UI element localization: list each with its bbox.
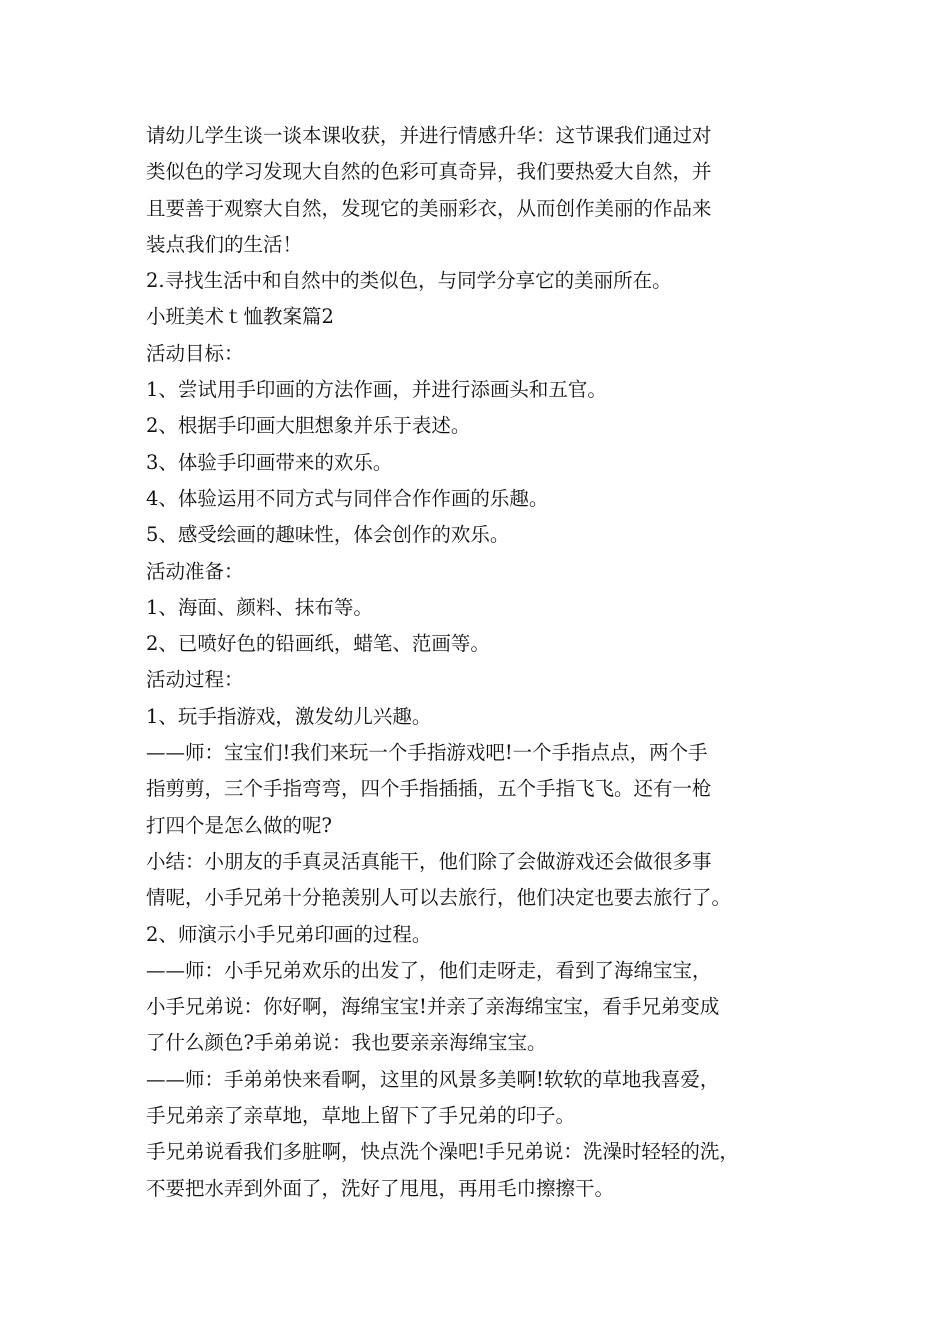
text-line: 类似色的学习发现大自然的色彩可真奇异，我们要热爱大自然，并 <box>146 160 712 184</box>
text-line: 打四个是怎么做的呢? <box>146 813 332 837</box>
text-line: 小结：小朋友的手真灵活真能干，他们除了会做游戏还会做很多事 <box>146 849 712 873</box>
list-item: 3、体验手印画带来的欢乐。 <box>146 450 393 474</box>
list-item: 2、师演示小手兄弟印画的过程。 <box>146 922 432 946</box>
list-item: 1、尝试用手印画的方法作画，并进行添画头和五官。 <box>146 378 607 402</box>
heading-preparation: 活动准备： <box>146 559 244 583</box>
list-item: 2、根据手印画大胆想象并乐于表述。 <box>146 414 471 438</box>
heading-goals: 活动目标： <box>146 341 244 365</box>
section-title: 小班美术ｔ恤教案篇2 <box>146 305 334 329</box>
text-line: 请幼儿学生谈一谈本课收获，并进行情感升华：这节课我们通过对 <box>146 124 712 147</box>
document-body <box>146 118 826 1207</box>
heading-process: 活动过程： <box>146 668 244 692</box>
text-line: 不要把水弄到外面了，洗好了甩甩，再用毛巾擦擦干。 <box>146 1176 615 1200</box>
text-line: 2.寻找生活中和自然中的类似色，与同学分享它的美丽所在。 <box>146 269 672 293</box>
text-line: 手兄弟说看我们多脏啊，快点洗个澡吧!手兄弟说：洗澡时轻轻的洗， <box>146 1140 739 1164</box>
text-line: 手兄弟亲了亲草地，草地上留下了手兄弟的印子。 <box>146 1104 576 1128</box>
text-line: ——师：宝宝们!我们来玩一个手指游戏吧!一个手指点点，两个手 <box>146 741 708 765</box>
text-line: 小手兄弟说：你好啊，海绵宝宝!并亲了亲海绵宝宝，看手兄弟变成 <box>146 995 720 1019</box>
list-item: 1、海面、颜料、抹布等。 <box>146 595 373 619</box>
list-item: 2、已喷好色的铅画纸，蜡笔、范画等。 <box>146 632 490 656</box>
text-line: 装点我们的生活！ <box>146 232 303 256</box>
list-item: 1、玩手指游戏，激发幼儿兴趣。 <box>146 704 432 728</box>
text-line: ——师：小手兄弟欢乐的出发了，他们走呀走，看到了海绵宝宝， <box>146 958 712 982</box>
text-line: 情呢，小手兄弟十分艳羡别人可以去旅行，他们决定也要去旅行了。 <box>146 886 732 910</box>
text-line: 了什么颜色?手弟弟说：我也要亲亲海绵宝宝。 <box>146 1031 547 1055</box>
list-item: 5、感受绘画的趣味性，体会创作的欢乐。 <box>146 523 510 547</box>
list-item: 4、体验运用不同方式与同伴合作作画的乐趣。 <box>146 486 549 510</box>
text-line: 且要善于观察大自然，发现它的美丽彩衣，从而创作美丽的作品来 <box>146 196 712 220</box>
text-line: ——师：手弟弟快来看啊，这里的风景多美啊!软软的草地我喜爱， <box>146 1067 720 1091</box>
text-line: 指剪剪，三个手指弯弯，四个手指插插，五个手指飞飞。还有一枪 <box>146 777 712 801</box>
